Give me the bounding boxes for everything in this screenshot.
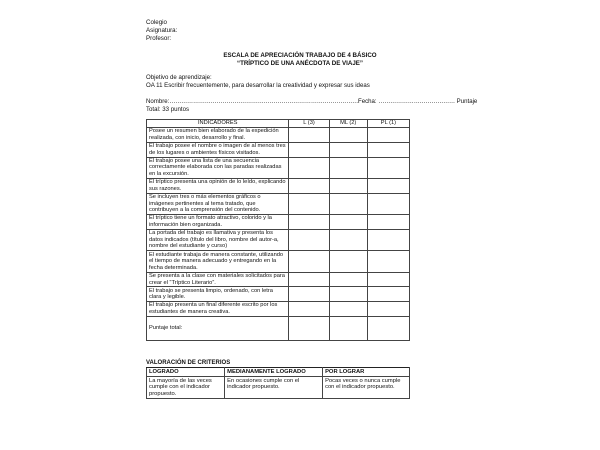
valoracion-desc-logrado: La mayoría de las veces cumple con el indicador propuesto. bbox=[147, 377, 225, 399]
valoracion-header-row bbox=[147, 368, 410, 377]
score-cell-ml[interactable] bbox=[329, 215, 367, 230]
score-cell-pl[interactable] bbox=[367, 193, 409, 214]
valoracion-header-medianamente: MEDIANAMENTE LOGRADO bbox=[225, 368, 323, 377]
name-label: Nombre: bbox=[146, 98, 170, 105]
total-score-cell-pl[interactable] bbox=[367, 316, 409, 340]
score-cell-pl[interactable] bbox=[367, 142, 409, 157]
indicator-text: El estudiante trabaja de manera constante, utilizando el tiempo de manera adecuado y entregando en la fecha determinada. bbox=[147, 251, 289, 272]
name-field[interactable]: …………………………………………………………………………………… bbox=[169, 98, 358, 105]
score-cell-l[interactable] bbox=[289, 287, 329, 302]
score-cell-pl[interactable] bbox=[367, 272, 409, 287]
table-row bbox=[147, 229, 410, 250]
score-cell-ml[interactable] bbox=[329, 251, 367, 272]
score-cell-pl[interactable] bbox=[367, 229, 409, 250]
score-cell-pl[interactable] bbox=[367, 251, 409, 272]
valoracion-header-logrado: LOGRADO bbox=[147, 368, 225, 377]
total-points: Total: 33 puntos bbox=[146, 106, 190, 113]
score-cell-pl[interactable] bbox=[367, 215, 409, 230]
score-cell-pl[interactable] bbox=[367, 302, 409, 317]
student-info-row bbox=[146, 98, 477, 106]
table-row bbox=[147, 302, 410, 317]
score-cell-ml[interactable] bbox=[329, 178, 367, 193]
objective-label: Objetivo de aprendizaje: bbox=[146, 74, 212, 81]
table-row bbox=[147, 272, 410, 287]
score-cell-ml[interactable] bbox=[329, 302, 367, 317]
valoracion-table bbox=[146, 367, 410, 399]
document-subtitle: “TRÍPTICO DE UNA ANÉCDOTA DE VIAJE” bbox=[236, 60, 364, 67]
indicator-text: El tríptico tiene un formato atractivo, colorido y la información bien organizada. bbox=[147, 215, 289, 230]
school-label: Colegio bbox=[146, 19, 167, 26]
table-row bbox=[147, 178, 410, 193]
total-score-cell-l[interactable] bbox=[289, 316, 329, 340]
score-cell-l[interactable] bbox=[289, 272, 329, 287]
score-cell-l[interactable] bbox=[289, 302, 329, 317]
score-cell-pl[interactable] bbox=[367, 157, 409, 178]
teacher-label: Profesor: bbox=[146, 35, 172, 43]
score-cell-pl[interactable] bbox=[367, 287, 409, 302]
document-header bbox=[146, 19, 177, 44]
indicator-text: El trabajo posee el nombre o imagen de al menos tres de los lugares o ambientes físicos visitados. bbox=[147, 142, 289, 157]
valoracion-desc-medianamente: En ocasiones cumple con el indicador propuesto. bbox=[225, 377, 323, 399]
indicator-text: El trabajo se presenta limpio, ordenado, con letra clara y legible. bbox=[147, 287, 289, 302]
indicator-text: Se presenta a la clase con materiales solicitados para crear el “Tríptico Literario”. bbox=[147, 272, 289, 287]
indicator-text: Se incluyen tres o más elementos gráficos o imágenes pertinentes al tema tratado, que contribuyen a la comprensión del contenido. bbox=[147, 193, 289, 214]
rubric-header-row bbox=[147, 120, 410, 128]
score-cell-ml[interactable] bbox=[329, 157, 367, 178]
valoracion-header-por-lograr: POR LOGRAR bbox=[323, 368, 410, 377]
header-logrado: L (3) bbox=[289, 120, 329, 128]
date-label: Fecha: bbox=[357, 98, 377, 105]
indicator-text: El trabajo presenta un final diferente escrito por los estudiantes de manera creativa. bbox=[147, 302, 289, 317]
score-cell-ml[interactable] bbox=[329, 229, 367, 250]
score-cell-l[interactable] bbox=[289, 215, 329, 230]
score-cell-l[interactable] bbox=[289, 229, 329, 250]
table-row bbox=[147, 251, 410, 272]
table-row bbox=[147, 142, 410, 157]
total-score-label: Puntaje total: bbox=[147, 316, 289, 340]
valoracion-desc-por-lograr: Pocas veces o nunca cumple con el indicador propuesto. bbox=[323, 377, 410, 399]
table-row bbox=[147, 128, 410, 143]
score-cell-ml[interactable] bbox=[329, 193, 367, 214]
valoracion-title: VALORACIÓN DE CRITERIOS bbox=[146, 360, 231, 366]
header-medianamente: ML (2) bbox=[329, 120, 367, 128]
total-score-row bbox=[147, 316, 410, 340]
score-cell-l[interactable] bbox=[289, 193, 329, 214]
score-cell-l[interactable] bbox=[289, 178, 329, 193]
table-row bbox=[147, 215, 410, 230]
subject-label: Asignatura: bbox=[146, 27, 178, 35]
score-cell-l[interactable] bbox=[289, 157, 329, 178]
score-cell-l[interactable] bbox=[289, 142, 329, 157]
date-field[interactable]: ………………………………… bbox=[378, 98, 455, 105]
header-indicadores: INDICADORES bbox=[147, 120, 289, 128]
table-row bbox=[147, 193, 410, 214]
objective-text: OA 11 Escribir frecuentemente, para desarrollar la creatividad y expresar sus ideas bbox=[146, 82, 370, 89]
table-row bbox=[147, 287, 410, 302]
rubric-table bbox=[146, 119, 410, 341]
score-label: Puntaje bbox=[456, 98, 478, 105]
indicator-text: El tríptico presenta una opinión de lo leído, explicando sus razones. bbox=[147, 178, 289, 193]
indicator-text: La portada del trabajo es llamativa y presenta los datos indicados (título del libro, nombre del autor-a, nombre del estudiante y curso) bbox=[147, 229, 289, 250]
header-por-lograr: PL (1) bbox=[367, 120, 409, 128]
score-cell-ml[interactable] bbox=[329, 142, 367, 157]
score-cell-ml[interactable] bbox=[329, 128, 367, 143]
score-cell-pl[interactable] bbox=[367, 128, 409, 143]
score-cell-pl[interactable] bbox=[367, 178, 409, 193]
valoracion-desc-row bbox=[147, 377, 410, 399]
document-title: ESCALA DE APRECIACIÓN TRABAJO DE 4 BÁSICO bbox=[223, 52, 377, 59]
score-cell-ml[interactable] bbox=[329, 272, 367, 287]
total-score-cell-ml[interactable] bbox=[329, 316, 367, 340]
score-cell-l[interactable] bbox=[289, 251, 329, 272]
score-cell-l[interactable] bbox=[289, 128, 329, 143]
learning-objective bbox=[146, 74, 370, 90]
table-row bbox=[147, 157, 410, 178]
indicator-text: Posee un resumen bien elaborado de la expedición realizada, con inicio, desarrollo y final. bbox=[147, 128, 289, 143]
score-cell-ml[interactable] bbox=[329, 287, 367, 302]
indicator-text: El trabajo posee una lista de una secuencia correctamente elaborada con las paradas realizadas en la excursión. bbox=[147, 157, 289, 178]
